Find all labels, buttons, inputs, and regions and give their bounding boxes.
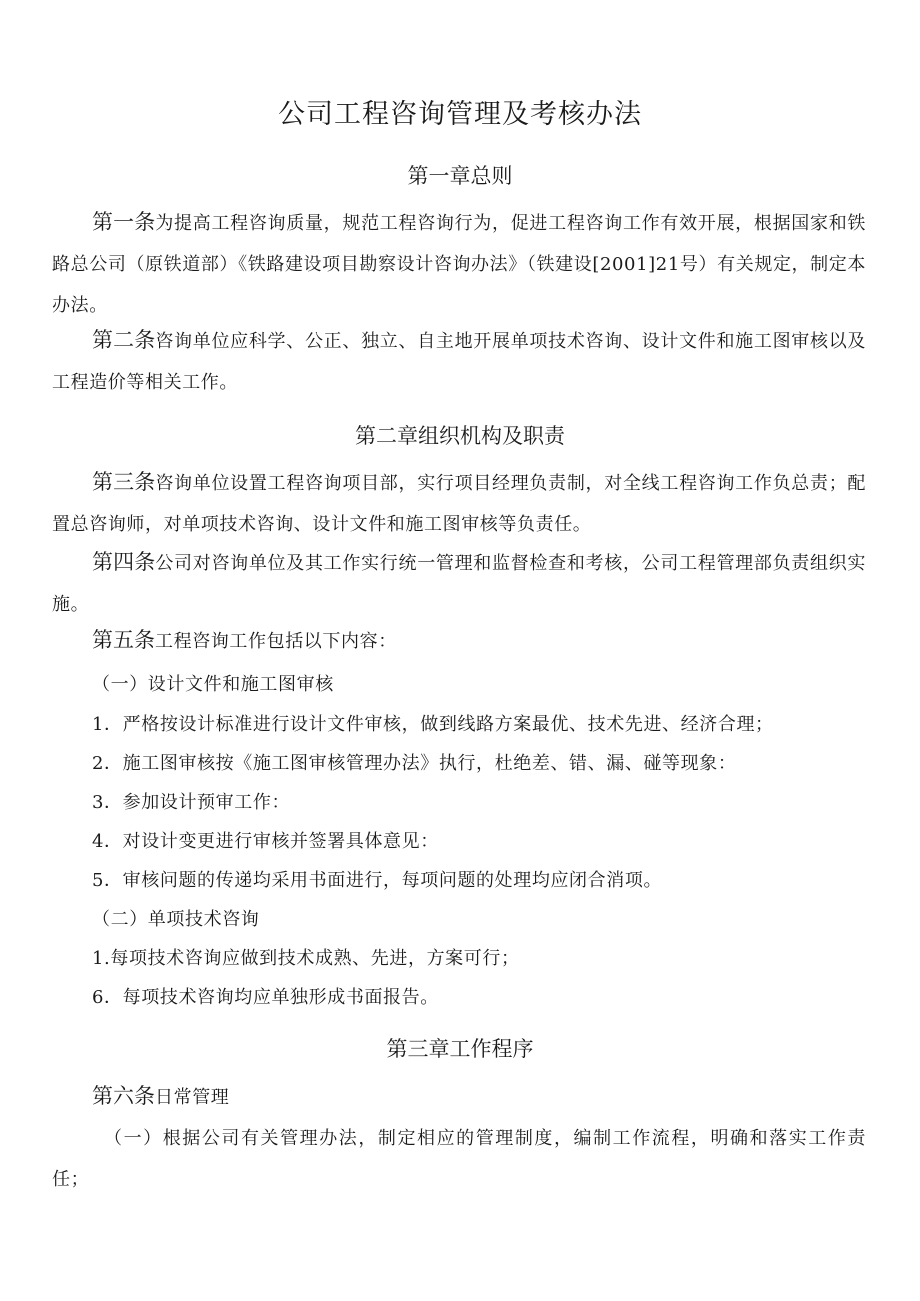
list-item: 3．参加设计预审工作： — [92, 792, 291, 813]
article-paragraph — [52, 320, 866, 403]
article-text: 公司对咨询单位及其工作实行统一管理和监督检查和考核，公司工程管理部负责组织实施。 — [52, 553, 867, 615]
article-text: 工程咨询工作包括以下内容： — [155, 631, 397, 652]
article-paragraph — [92, 620, 866, 662]
section-heading: （一）设计文件和施工图审核 — [92, 674, 334, 695]
chapter-heading: 第二章组织机构及职责 — [355, 424, 565, 448]
list-item: 1．严格按设计标准进行设计文件审核，做到线路方案最优、技术先进、经济合理； — [92, 714, 774, 735]
body-paragraph: （一）根据公司有关管理办法，制定相应的管理制度，编制工作流程，明确和落实工作责任； — [52, 1128, 866, 1190]
article-paragraph — [52, 202, 866, 326]
chapter-heading: 第三章工作程序 — [386, 1037, 534, 1061]
article-paragraph — [92, 1076, 866, 1118]
article-label: 第二条 — [92, 328, 156, 352]
article-label: 第五条 — [92, 628, 155, 652]
article-label: 第四条 — [92, 550, 156, 574]
article-paragraph — [52, 462, 866, 545]
list-item: 5．审核问题的传递均采用书面进行，每项问题的处理均应闭合消项。 — [92, 870, 663, 891]
chapter-heading: 第一章总则 — [407, 164, 513, 188]
article-label: 第三条 — [92, 470, 156, 494]
list-item: 4．对设计变更进行审核并签署具体意见： — [92, 831, 439, 852]
list-item: 2．施工图审核按《施工图审核管理办法》执行，杜绝差、错、漏、碰等现象： — [92, 753, 737, 774]
document-title: 公司工程咨询管理及考核办法 — [278, 99, 642, 130]
article-paragraph — [52, 542, 866, 625]
list-item: 1.每项技术咨询应做到技术成熟、先进，方案可行； — [92, 948, 520, 969]
article-label: 第一条 — [92, 210, 156, 234]
article-text: 咨询单位应科学、公正、独立、自主地开展单项技术咨询、设计文件和施工图审核以及工程造价等相关工作。 — [52, 331, 867, 393]
article-text: 日常管理 — [155, 1087, 230, 1108]
list-item: 6．每项技术咨询均应单独形成书面报告。 — [92, 987, 439, 1008]
section-heading: （二）单项技术咨询 — [92, 909, 260, 930]
article-label: 第六条 — [92, 1084, 155, 1108]
article-text: 为提高工程咨询质量，规范工程咨询行为，促进工程咨询工作有效开展，根据国家和铁路总公司（原铁道部）《铁路建设项目勘察设计咨询办法》（铁建设[2001]21号）有关规定，制定本办法。 — [52, 213, 867, 316]
article-text: 咨询单位设置工程咨询项目部，实行项目经理负责制，对全线工程咨询工作负总责；配置总咨询师，对单项技术咨询、设计文件和施工图审核等负责任。 — [52, 473, 867, 535]
